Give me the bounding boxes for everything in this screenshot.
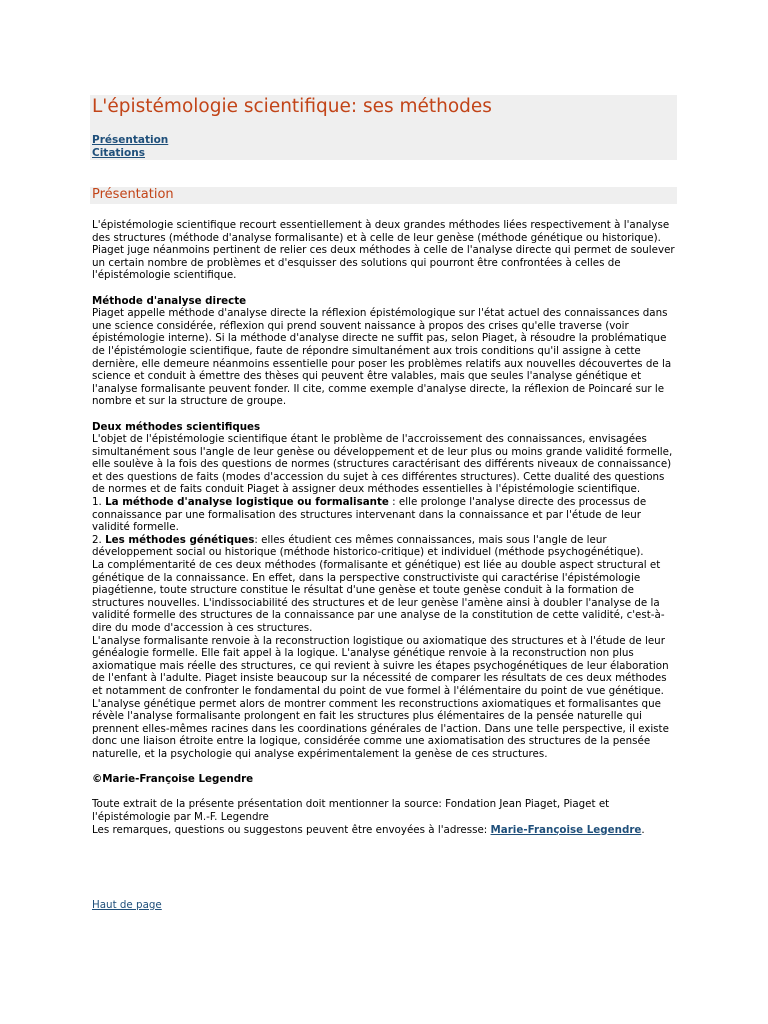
- method-item-2-label: Les méthodes génétiques: [105, 533, 255, 546]
- method-item-2-number: 2.: [92, 533, 102, 546]
- copyright: ©Marie-Françoise Legendre: [92, 773, 254, 786]
- two-methods-paragraph: L'objet de l'épistémologie scientifique étant le problème de l'accroissement des connaissances, envisagées simultanément sous l'angle de leur genèse ou développement et de leur plus ou moins grande validité formelle, elle soulève à la fois des questions de normes (structures caractérisant des différents niveaux de connaissance) et des questions de faits (modes d'accession du sujet à ces différentes structures). Cette dualité des questions de normes et de faits conduit Piaget à assigner deux méthodes essentielles à l'épistémologie scientifique.: [92, 433, 673, 496]
- intro-paragraph: L'épistémologie scientifique recourt essentiellement à deux grandes méthodes liées respectivement à l'analyse des structures (méthode d'analyse formalisante) et à celle de leur genèse (méthode génétique ou historique). Piaget juge néanmoins pertinent de relier ces deux méthodes à celle de l'analyse directe qui permet de soulever un certain nombre de problèmes et d'esquisser des solutions qui pourront être confrontées à celles de l'épistémologie scientifique.: [92, 219, 675, 282]
- article-body: [92, 219, 680, 836]
- complementarity-paragraph: La complémentarité de ces deux méthodes (formalisante et génétique) est liée au double aspect structural et génétique de la connaissance. En effet, dans la perspective constructiviste qui caractérise l'épistémologie piagétienne, toute structure constitue le résultat d'une genèse et toute genèse conduit à la formation de structures nouvelles. L'indissociabilité des structures et de leur genèse l'amène ainsi à doubler l'analyse de la validité formelle des structures de la connaissance par une analyse de la constitution de cette validité, c'est-à-dire du mode d'accession à ces structures.: [92, 559, 665, 634]
- page-title: L'épistémologie scientifique: ses méthodes: [92, 96, 492, 117]
- direct-analysis-paragraph: Piaget appelle méthode d'analyse directe la réflexion épistémologique sur l'état actuel des connaissances dans une science considérée, réflexion qui prend souvent naissance à propos des crises qu'elle traverse (voir épistémologie interne). Si la méthode d'analyse directe ne suffit pas, selon Piaget, à résoudre la problématique de l'épistémologie scientifique, faute de répondre simultanément aux trois conditions qu'il assigne à cette dernière, elle demeure néanmoins essentielle pour poser les problèmes relatifs aux nouvelles découvertes de la science et conduit à émettre des thèses qui peuvent être valables, mais que seules l'analyse génétique et l'analyse formalisante peuvent fonder. Il cite, comme exemple d'analyse directe, la réflexion de Poincaré sur le nombre et sur la structure de groupe.: [92, 307, 672, 408]
- contact-email-link[interactable]: Marie-Françoise Legendre: [490, 823, 642, 836]
- header-box: [90, 95, 677, 160]
- method-item-2-text: : elles étudient ces mêmes connaissances, mais sous l'angle de leur développement social ou historique (méthode historico-critique) et individuel (méthode psychogénétique).: [92, 533, 644, 559]
- two-methods-heading: Deux méthodes scientifiques: [92, 420, 261, 433]
- contact-end: .: [641, 823, 645, 836]
- contact-text: Les remarques, questions ou suggestons peuvent être envoyées à l'adresse:: [92, 823, 491, 836]
- reconstruction-paragraph: L'analyse formalisante renvoie à la reconstruction logistique ou axiomatique des structures et à l'étude de leur généalogie formelle. Elle fait appel à la logique. L'analyse génétique renvoie à la reconstruction non plus axiomatique mais réelle des structures, ce qui revient à suivre les étapes psychogénétiques de leur élaboration de l'enfant à l'adulte. Piaget insiste beaucoup sur la nécessité de comparer les résultats de ces deux méthodes et notamment de confronter le fondamental du point de vue formel à l'élémentaire du point de vue génétique. L'analyse génétique permet alors de montrer comment les reconstructions axiomatiques et formalisantes que révèle l'analyse formalisante prolongent en fait les structures plus élémentaires de la pensée naturelle qui prennent elles-mêmes racines dans les coordinations générales de l'action. Dans une telle perspective, il existe donc une liaison étroite entre la logique, considérée comme une axiomatisation des structures de la pensée naturelle, et la psychologie qui analyse expérimentalement la genèse de ces structures.: [92, 634, 669, 760]
- back-to-top-link[interactable]: Haut de page: [92, 899, 162, 911]
- method-item-1: [92, 496, 680, 534]
- direct-analysis-heading: Méthode d'analyse directe: [92, 294, 247, 307]
- section-heading: Présentation: [92, 187, 174, 202]
- contact-line: [92, 824, 680, 837]
- method-item-1-label: La méthode d'analyse logistique ou formalisante: [105, 496, 389, 509]
- section-bar: [90, 187, 677, 204]
- method-item-1-text: : elle prolonge l'analyse directe des processus de connaissance par une formalisation des structures intervenant dans la connaissance et par l'étude de leur validité formelle.: [92, 496, 647, 534]
- method-item-1-number: 1.: [92, 496, 102, 509]
- source-note: Toute extrait de la présente présentation doit mentionner la source: Fondation Jean Piaget, Piaget et l'épistémologie par M.-F. Legendre: [92, 798, 610, 823]
- toc-link-citations[interactable]: Citations: [92, 147, 145, 159]
- method-item-2: [92, 534, 680, 559]
- toc-link-presentation[interactable]: Présentation: [92, 134, 169, 146]
